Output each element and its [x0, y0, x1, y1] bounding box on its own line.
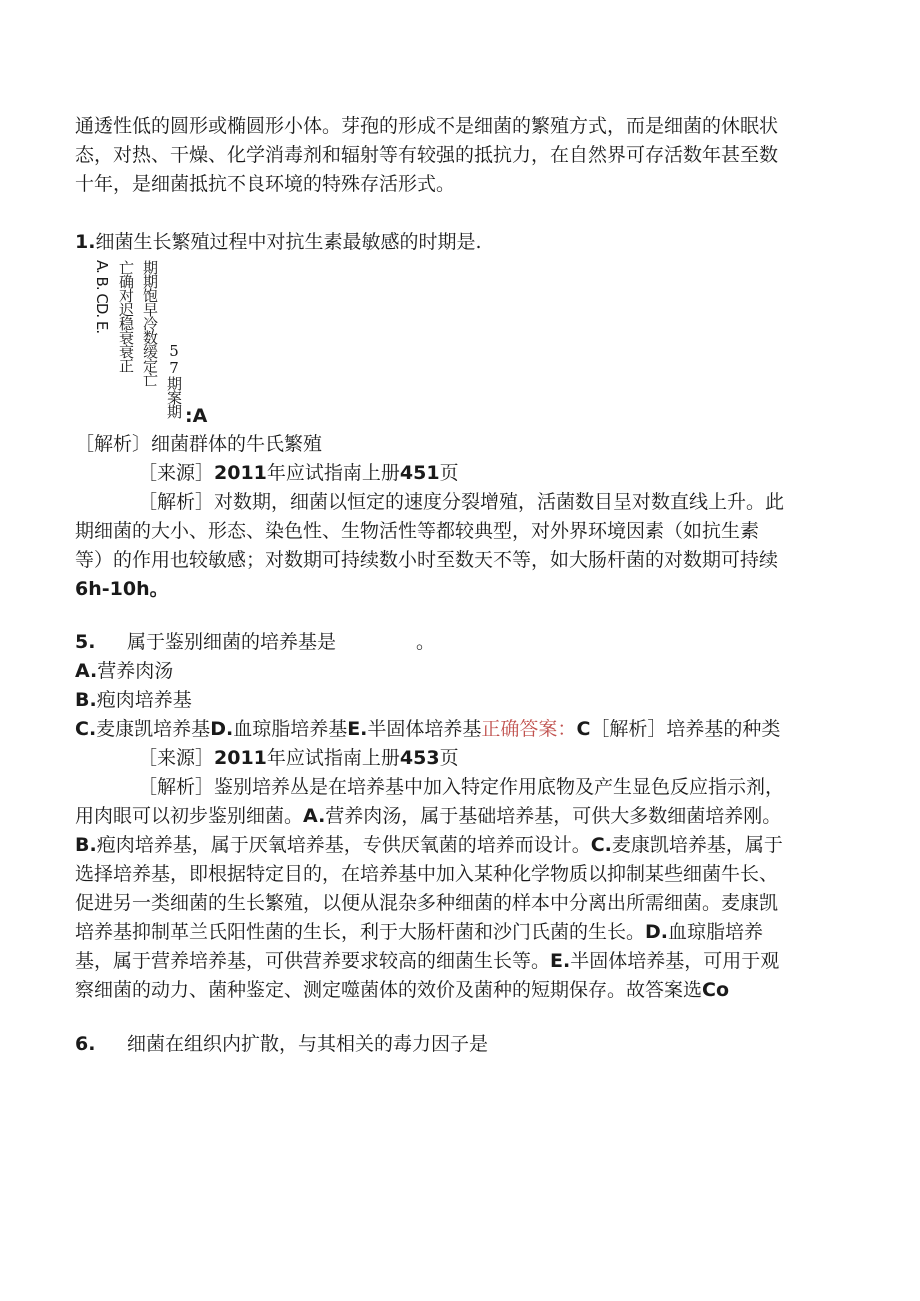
q5-option-b-letter: B.: [75, 689, 97, 711]
q1-analysis-line-4: 6h-10h。: [75, 578, 169, 600]
q5-analysis-line-5: 促进另一类细菌的生长繁殖，以便从混杂多种细菌的样本中分离出所需细菌。麦康凯: [75, 892, 779, 914]
q5-analysis-line-3-letter-b: B.: [75, 834, 97, 856]
q5-source-year: 2011: [214, 747, 267, 769]
q5-analysis-line-2-pre: 用肉眼可以初步鉴别细菌。: [75, 805, 304, 827]
q1-source: [138, 459, 459, 487]
q1-source-year: 2011: [214, 462, 267, 484]
q5-analysis-line-8-answer: Co: [702, 979, 730, 1001]
intro-line-3: 十年，是细菌抵抗不良环境的特殊存活形式。: [75, 173, 456, 195]
q5-analysis-line-3: [75, 831, 783, 859]
q5-option-e-text: 半固体培养基: [367, 718, 482, 740]
q5-source: [138, 744, 459, 772]
q5-analysis-line-2-letter: A.: [303, 805, 326, 827]
q5-analysis-line-6: [75, 918, 763, 946]
q5-analysis-line-1: ［解析］鉴别培养丛是在培养基中加入特定作用底物及产生显色反应指示剂，: [138, 776, 785, 798]
q5-option-b-text: 疱肉培养基: [96, 689, 192, 711]
q1-source-prefix: ［来源］: [138, 462, 215, 484]
q1-vertical-column-3: 期期饱早冷数缓定亡: [141, 260, 159, 386]
q1-analysis-line-1: ［解析］对数期，细菌以恒定的速度分裂增殖，活菌数目呈对数直线上升。此: [138, 491, 785, 513]
intro-line-2: 态，对热、干燥、化学消毒剂和辐射等有较强的抵抗力，在自然界可存活数年甚至数: [75, 144, 779, 166]
question-6: [75, 1030, 488, 1058]
q5-option-c-text: 麦康凯培养基: [96, 718, 211, 740]
q5-option-b: [75, 686, 192, 714]
question-5: [75, 628, 435, 656]
question-1: [75, 228, 482, 256]
q5-analysis-line-4: 选择培养基，即根据特定目的，在培养基中加入某种化学物质以抑制某些细菌牛长、: [75, 863, 779, 885]
q5-analysis-line-7-post: 半固体培养基，可用于观: [570, 950, 780, 972]
q1-vertical-column-2: 亡确对迟稳衰衰正: [117, 260, 135, 372]
q5-analysis-line-8-pre: 察细菌的动力、菌种鉴定、测定噬菌体的效价及菌种的短期保存。故答案选: [75, 979, 703, 1001]
q1-analysis-title: ［解析〕细菌群体的牛氏繁殖: [75, 433, 323, 455]
q5-analysis-line-7: [75, 947, 779, 975]
q5-option-a-letter: A.: [75, 660, 98, 682]
q5-option-d-letter: D.: [210, 718, 234, 740]
q5-analysis-line-3-letter-c: C.: [590, 834, 612, 856]
q5-source-prefix: ［来源］: [138, 747, 215, 769]
q5-options-cde: [75, 715, 780, 743]
q5-analysis-line-2-post: 营养肉汤，属于基础培养基，可供大多数细菌培养刚。: [325, 805, 782, 827]
q5-correct-label: 正确答案：: [481, 718, 577, 740]
question-6-number: 6.: [75, 1033, 96, 1055]
question-1-text: 细菌生长繁殖过程中对抗生素最敏感的时期是.: [95, 231, 482, 253]
q1-source-suffix: 页: [439, 462, 459, 484]
q5-analysis-line-3-mid: 疱肉培养基，属于厌氧培养基，专供厌氧菌的培养而设计。: [96, 834, 591, 856]
q5-analysis-line-6-pre: 培养基抑制革兰氏阳性菌的生长，利于大肠杆菌和沙门氏菌的生长。: [75, 921, 646, 943]
q5-option-a-text: 营养肉汤: [97, 660, 174, 682]
question-1-number: 1.: [75, 231, 96, 253]
q5-analysis-line-3-post: 麦康凯培养基，属于: [611, 834, 783, 856]
q5-source-suffix: 页: [439, 747, 459, 769]
q5-option-e-letter: E.: [347, 718, 368, 740]
q5-analysis-line-7-letter: E.: [550, 950, 571, 972]
q1-source-book: 年应试指南上册: [266, 462, 400, 484]
q1-analysis-line-2: 期细菌的大小、形态、染色性、生物活性等都较典型，对外界环境因素（如抗生素: [75, 520, 760, 542]
q5-option-d-text: 血琼脂培养基: [233, 718, 348, 740]
q1-vertical-column-4: 57期案期: [165, 342, 183, 418]
q5-analysis-line-8: [75, 976, 729, 1004]
q5-analysis-line-6-post: 血琼脂培养: [668, 921, 764, 943]
question-6-text: 细菌在组织内扩散，与其相关的毒力因子是: [127, 1033, 489, 1055]
q5-option-a: [75, 657, 173, 685]
q5-analysis-line-2: [75, 802, 781, 830]
q1-analysis-line-3: 等）的作用也较敏感；对数期可持续数小时至数天不等，如大肠杆菌的对数期可持续: [75, 549, 779, 571]
q5-correct-value: C: [576, 718, 591, 740]
q1-source-page: 451: [399, 462, 440, 484]
q5-source-book: 年应试指南上册: [266, 747, 400, 769]
q5-source-page: 453: [399, 747, 440, 769]
q1-option-letters: A. B. CD. E.: [93, 260, 111, 334]
q5-analysis-title: ［解析］培养基的种类: [590, 718, 781, 740]
q5-analysis-line-6-letter: D.: [645, 921, 669, 943]
question-5-number: 5.: [75, 631, 96, 653]
q1-answer: :A: [185, 405, 208, 427]
question-5-text: 属于鉴别细菌的培养基是: [127, 631, 337, 653]
intro-line-1: 通透性低的圆形或椭圆形小体。芽孢的形成不是细菌的繁殖方式，而是细菌的休眠状: [75, 115, 779, 137]
q5-analysis-line-7-pre: 基，属于营养培养基，可供营养要求较高的细菌生长等。: [75, 950, 551, 972]
q5-option-c-letter: C.: [75, 718, 97, 740]
question-5-blank-end: 。: [416, 631, 436, 653]
